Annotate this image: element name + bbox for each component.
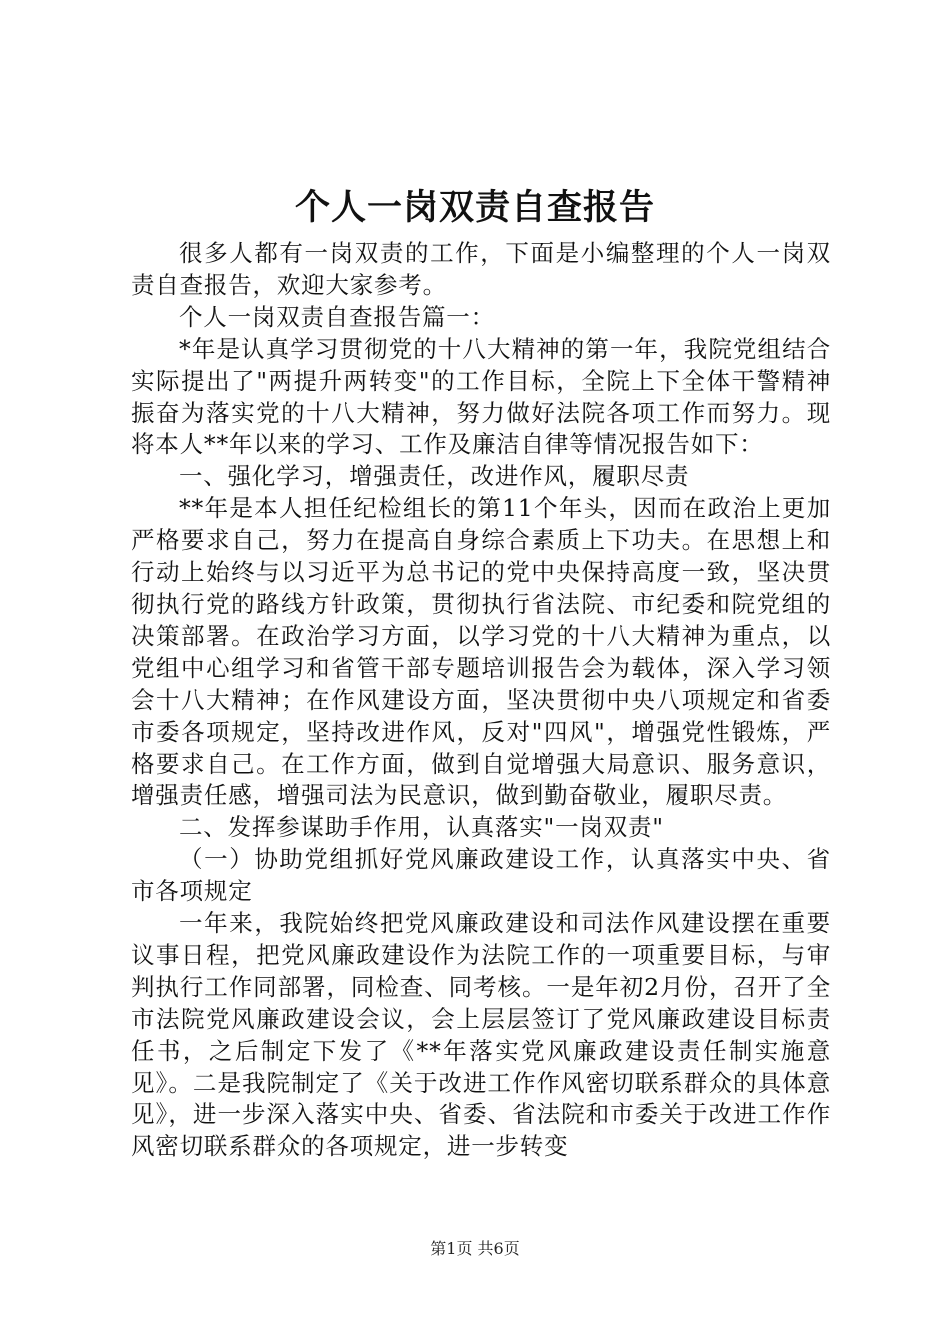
page-number-footer: 第1页 共6页 <box>430 1239 520 1258</box>
heading-section-two: 二、发挥参谋助手作用，认真落实"一岗双责" <box>179 813 664 842</box>
paragraph-subsection-one-body: 一年来，我院始终把党风廉政建设和司法作风建设摆在重要议事日程，把党风廉政建设作为法院工作的一项重要目标，与审判执行工作同部署，同检查、同考核。一是年初2月份，召开了全市法院党风廉政建设会议，会上层层签订了党风廉政建设目标责任书，之后制定下发了《**年落实党风廉政建设责任制实施意见》。二是我院制定了《关于改进工作作风密切联系群众的具体意见》，进一步深入落实中央、省委、省法院和市委关于改进工作作风密切联系群众的各项规定，进一步转变 <box>131 909 831 1161</box>
paragraph-section-label: 个人一岗双责自查报告篇一： <box>179 302 495 331</box>
paragraph-section-one-body: **年是本人担任纪检组长的第11个年头，因而在政治上更加严格要求自己，努力在提高自身综合素质上下功夫。在思想上和行动上始终与以习近平为总书记的党中央保持高度一致，坚决贯彻执行党的路线方针政策，贯彻执行省法院、市纪委和院党组的决策部署。在政治学习方面，以学习党的十八大精神为重点，以党组中心组学习和省管干部专题培训报告会为载体，深入学习领会十八大精神；在作风建设方面，坚决贯彻中央八项规定和省委市委各项规定，坚持改进作风，反对"四风"，增强党性锻炼，严格要求自己。在工作方面，做到自觉增强大局意识、服务意识，增强责任感，增强司法为民意识，做到勤奋敬业，履职尽责。 <box>131 494 831 810</box>
document-body <box>131 238 831 1163</box>
heading-subsection-one: （一）协助党组抓好党风廉政建设工作，认真落实中央、省市各项规定 <box>131 845 831 906</box>
document-title: 个人一岗双责自查报告 <box>294 187 655 228</box>
heading-section-one: 一、强化学习，增强责任，改进作风，履职尽责 <box>179 462 690 491</box>
paragraph-opening: *年是认真学习贯彻党的十八大精神的第一年，我院党组结合实际提出了"两提升两转变"的工作目标，全院上下全体干警精神振奋为落实党的十八大精神，努力做好法院各项工作而努力。现将本人**年以来的学习、工作及廉洁自律等情况报告如下： <box>131 334 831 459</box>
paragraph-intro: 很多人都有一岗双责的工作，下面是小编整理的个人一岗双责自查报告，欢迎大家参考。 <box>131 239 831 299</box>
